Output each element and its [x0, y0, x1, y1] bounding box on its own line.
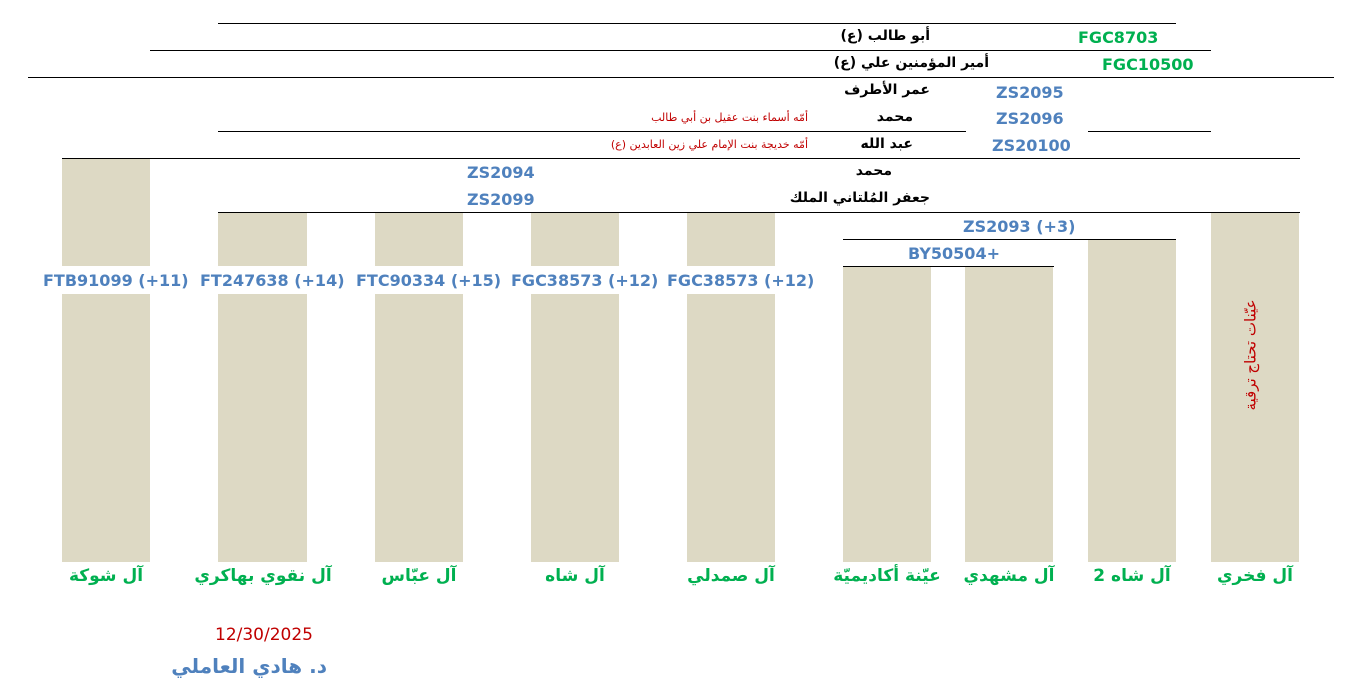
haplogroup-zs2094: ZS2094: [467, 163, 535, 182]
haplogroup-zs2095: ZS2095: [996, 83, 1064, 102]
ancestor-abdullah: عبد الله: [860, 136, 913, 152]
haplogroup-fgc8703: FGC8703: [1078, 28, 1159, 47]
haplogroup-zs20100: ZS20100: [992, 136, 1071, 155]
haplogroup-zs2099: ZS2099: [467, 190, 535, 209]
haplogroup-fgc10500: FGC10500: [1102, 55, 1194, 74]
footer-author: د. هادي العاملي: [171, 654, 327, 678]
haplogroup-zs2096: ZS2096: [996, 109, 1064, 128]
family-mashhadi: آل مشهدي: [963, 566, 1055, 586]
note-mother-khadija: أمّه خديجة بنت الإمام علي زين العابدين (ع): [610, 138, 808, 151]
family-samdali: آل صمدلي: [687, 566, 775, 586]
note-samples-need-upgrade: عيّنات تحتاج ترقية: [1241, 299, 1260, 411]
family-fakhri: آل فخري: [1216, 566, 1294, 586]
family-naqvi-bhakri: آل نقوي بهاكري: [194, 566, 332, 586]
family-abbas: آل عبّاس: [381, 566, 457, 586]
family-shawka: آل شوكة: [68, 566, 144, 586]
rule-abu-talib-top: [218, 23, 1176, 24]
branch-by50504: BY50504+: [908, 244, 1000, 263]
bar-mashhadi: [965, 267, 1053, 562]
ancestor-ali: أمير المؤمنين علي (ع): [833, 55, 989, 71]
haplogroup-label-shah: FGC38573 (+12): [511, 271, 659, 290]
rule-muhammad1-bottom-left: [218, 131, 966, 132]
footer-date: 12/30/2025: [215, 625, 313, 645]
bar-fakhri-lower: [1211, 517, 1299, 562]
haplogroup-label-abbas: FTC90334 (+15): [356, 271, 502, 290]
ancestor-muhammad-2: محمد: [855, 163, 892, 179]
rule-muhammad1-bottom-right: [1088, 131, 1211, 132]
branch-zs2093: ZS2093 (+3): [963, 217, 1076, 236]
note-mother-asma: أمّه أسماء بنت عقيل بن أبي طالب: [651, 111, 808, 124]
rule-abu-talib-bottom: [150, 50, 1211, 51]
haplogroup-label-samdali: FGC38573 (+12): [667, 271, 815, 290]
family-shah: آل شاه: [545, 566, 605, 586]
rule-ali-bottom: [28, 77, 1334, 78]
ancestor-abu-talib: أبو طالب (ع): [840, 28, 930, 44]
bar-academic-sample: [843, 267, 931, 562]
haplogroup-label-naqvi-bhakri: FT247638 (+14): [200, 271, 345, 290]
family-shah-2: آل شاه 2: [1093, 566, 1171, 586]
ancestor-jafar: جعفر المُلتاني الملك: [789, 190, 930, 206]
haplogroup-label-shawka: FTB91099 (+11): [43, 271, 189, 290]
bar-shawka: [62, 159, 150, 562]
family-academic-sample: عيّنة أكاديميّة: [833, 566, 941, 586]
rule-abdullah-bottom: [62, 158, 1300, 159]
ancestor-umar: عمر الأطرف: [844, 82, 930, 98]
bar-shah-2: [1088, 240, 1176, 562]
ancestor-muhammad-1: محمد: [876, 109, 913, 125]
